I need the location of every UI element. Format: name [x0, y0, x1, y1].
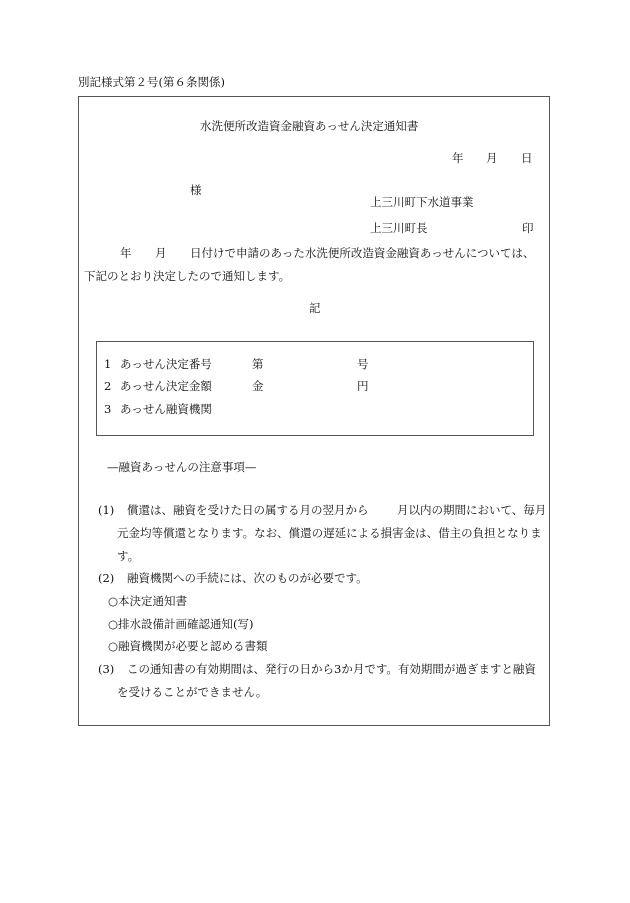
note-3-number: (3)	[98, 662, 115, 676]
note-1-line3: す。	[117, 549, 140, 563]
note-1-number: (1)	[98, 503, 115, 517]
issuer-organization: 上三川町下水道事業	[370, 195, 474, 209]
item-label: あっせん決定番号	[120, 357, 212, 371]
item-num: 3	[104, 402, 112, 416]
note-3-line1: この通知書の有効期間は、発行の日から3か月です。有効期間が過ぎますと融資	[127, 662, 536, 676]
ki-heading: 記	[309, 301, 321, 315]
item-num: 1	[104, 357, 112, 371]
item-suffix: 号	[357, 357, 369, 371]
seal-mark: 印	[522, 221, 534, 235]
item-label: あっせん融資機関	[120, 402, 212, 416]
notes-heading: —融資あっせんの注意事項—	[107, 460, 257, 474]
item-num: 2	[104, 379, 112, 393]
required-document: ○本決定通知書	[108, 594, 188, 608]
note-2-number: (2)	[98, 571, 115, 585]
required-document: ○排水設備計画確認通知(写)	[108, 617, 254, 631]
required-document: ○融資機関が必要と認める書類	[108, 639, 268, 653]
body-month: 月	[155, 246, 167, 260]
date-month: 月	[486, 151, 498, 165]
note-1-line1a: 償還は、融資を受けた日の属する月の翌月から	[127, 503, 369, 517]
note-3-line2: を受けることができません。	[117, 685, 268, 699]
document-title: 水洗便所改造資金融資あっせん決定通知書	[200, 119, 419, 133]
item-prefix: 第	[252, 357, 264, 371]
date-day: 日	[521, 151, 533, 165]
item-suffix: 円	[357, 379, 369, 393]
note-1-line2: 元金均等償還となります。なお、償還の遅延による損害金は、借主の負担となりま	[117, 526, 542, 540]
body-line1: 日付けで申請のあった水洗便所改造資金融資あっせんについては、	[190, 246, 535, 260]
note-2-line1: 融資機関への手続には、次のものが必要です。	[127, 571, 368, 585]
issuer-mayor: 上三川町長	[370, 221, 428, 235]
body-line2: 下記のとおり決定したので通知します。	[84, 269, 291, 283]
item-label: あっせん決定金額	[120, 379, 212, 393]
date-year: 年	[452, 151, 464, 165]
item-prefix: 金	[252, 379, 264, 393]
addressee-suffix: 様	[190, 183, 202, 197]
note-1-line1b: 月以内の期間において、毎月	[397, 503, 547, 517]
body-year: 年	[120, 246, 132, 260]
form-label: 別記様式第２号(第６条関係)	[78, 75, 225, 89]
